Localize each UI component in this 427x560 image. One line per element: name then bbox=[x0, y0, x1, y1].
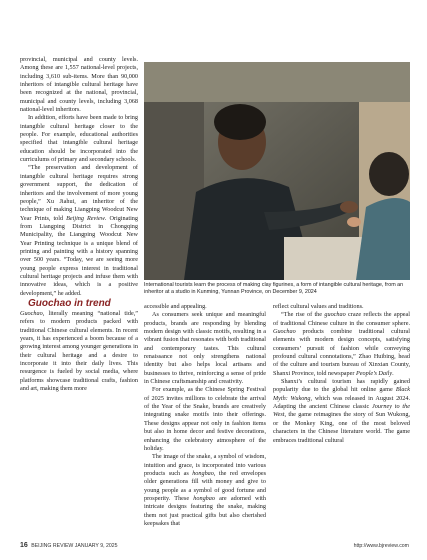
text-run: , the game reimagines the story of Sun Wukong, or the Monkey King, one of the most beloved characters in the Chinese literature world. The game embraces traditional cultural bbox=[273, 411, 410, 444]
term: Guochao bbox=[273, 328, 296, 336]
game-title: Black Myth: Wukong bbox=[273, 386, 410, 402]
paragraph bbox=[144, 453, 266, 528]
photo bbox=[144, 62, 410, 280]
term: hongbao bbox=[193, 494, 215, 502]
paragraph: accessible and appealing. bbox=[144, 303, 207, 310]
book-title: Journey to the West bbox=[273, 403, 410, 419]
paragraph bbox=[20, 310, 138, 393]
text-run: The image of the snake, a symbol of wisdom, intuition and grace, is incorporated into various products such as bbox=[144, 453, 266, 477]
photo-caption: International tourists learn the process of making clay figurines, a form of intangible cultural heritage, from an inheritor at a studio in Kunming, Yunnan Province, on December 9, 2024 bbox=[144, 282, 404, 295]
middle-column bbox=[144, 303, 266, 528]
text-run: , the red envelopes older generations fill with money and give to young people as a symbol of good fortune and prosperity. These bbox=[144, 469, 266, 502]
paragraph: As consumers seek unique and meaningful products, brands are responding by blending modern design with classic motifs, resulting in a vibrant fusion that resonates with both traditional and contemporary tastes. This cultural renaissance not only strengthens national identity but also helps local artisans and businesses to thrive, reinforcing a sense of pride in Chinese craftsmanship and creativity. bbox=[144, 311, 267, 386]
term: Guochao bbox=[20, 309, 43, 317]
term: guochao bbox=[324, 311, 346, 319]
publication-issue: BEIJING REVIEW JANUARY 9, 2025 bbox=[31, 543, 118, 549]
publication-name: People’s Daily bbox=[356, 369, 393, 377]
left-column bbox=[20, 56, 138, 393]
section-heading-term: Guochao bbox=[28, 297, 72, 309]
section-heading-rest: in trend bbox=[71, 297, 111, 309]
paragraph: For example, as the Chinese Spring Festival of 2025 invites millions to celebrate the arrival of the Year of the Snake, brands are creatively integrating snake motifs into their offerings. These designs appear not only in fashion items but also in home decor and festive decorations, enhancing the celebratory atmosphere of the holiday. bbox=[144, 386, 266, 452]
paragraph: reflect cultural values and traditions. bbox=[273, 303, 364, 310]
text-run: “The preservation and development of intangible cultural heritage requires strong government support, the dedication of inheritors and the involvement of more young people,” Xu Jiahui, an inheritor of the technique of making Liangping Woodcut New Year Prints, told bbox=[20, 164, 138, 222]
paragraph: In addition, efforts have been made to bring intangible cultural heritage closer to the people. For example, educational authorities specified that intangible cultural heritage education should be incorporated into the curriculums of primary and secondary schools. bbox=[20, 114, 138, 164]
text-run: , literally meaning “national tide,” refers to modern products packed with traditional Chinese cultural elements. In recent years, it has experienced a boom because of a growing interest among younger generations in their cultural heritage and a desire to incorporate it into their daily lives. This resurgence is fueled by social media, where platforms showcase traditional crafts, fashion and art, making them more bbox=[20, 309, 138, 393]
paragraph: provincial, municipal and county levels. Among these are 1,557 national-level projects, including 3,610 sub-items. More than 90,000 inheritors of intangible cultural heritage have been recognized at the national, provincial, municipal and county levels, including 3,068 national-level inheritors. bbox=[20, 56, 138, 114]
publication-name: Beijing Review bbox=[66, 214, 105, 222]
paragraph bbox=[20, 164, 138, 298]
paragraph bbox=[273, 378, 410, 445]
text-run: Shanxi’s cultural tourism has rapidly gained popularity due to the global hit online game bbox=[273, 378, 410, 394]
text-run: craze reflects the appeal of traditional Chinese culture in the consumer sphere. bbox=[273, 311, 410, 327]
page-number: 16 bbox=[20, 542, 28, 549]
term: hongbao bbox=[192, 469, 214, 477]
text-run: . Originating from Liangping District in Chongqing Municipality, the Liangping Woodcut New Year Printing technique is a unique blend of printing and painting with a history spanning over 500 years. “Today, we are seeing more young people express interest in traditional cultural heritage projects and infuse them with innovative ideas, which is a positive development,” he added. bbox=[20, 214, 138, 297]
section-heading bbox=[20, 298, 138, 310]
text-run: “The rise of the bbox=[281, 311, 325, 319]
page-footer bbox=[20, 542, 118, 549]
photo-illustration bbox=[144, 62, 410, 280]
text-run: products combine traditional cultural elements with modern design concepts, satisfying consumers’ pursuit of fashion while conveying profound cultural connotations,” Zhao Huibing, head of the culture and tourism bureau of Xinxian County, Shanxi Province, told newspaper bbox=[273, 328, 410, 377]
website-url: http://www.bjreview.com bbox=[353, 543, 409, 549]
paragraph bbox=[273, 311, 410, 378]
text-run: , which was released in August 2024. Adapting the ancient Chinese classic bbox=[273, 394, 411, 411]
right-column bbox=[273, 303, 410, 445]
text-run: are adorned with intricate designs featuring the snake, making them not just practical gifts but also cherished keepsakes that bbox=[144, 494, 266, 527]
text-run: . bbox=[392, 369, 394, 377]
